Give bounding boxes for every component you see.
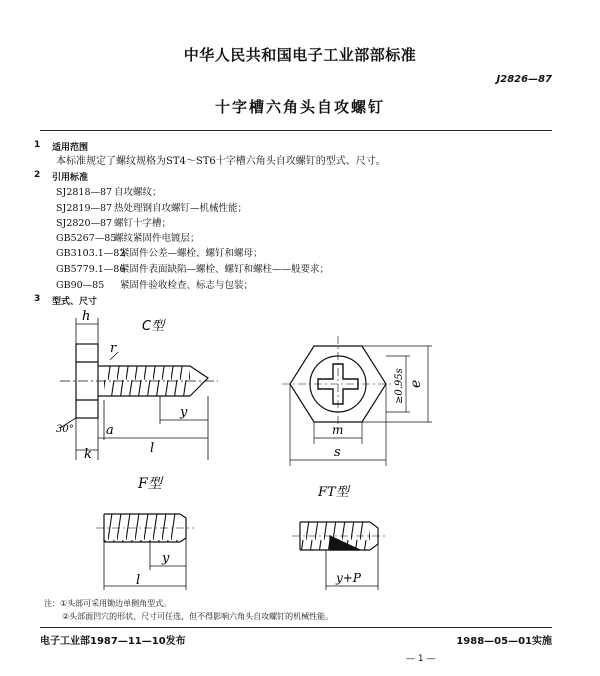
dim-a: a xyxy=(106,423,114,438)
reference-item: SJ2820—87 螺钉十字槽； xyxy=(56,218,172,229)
ft-type-label: FT型 xyxy=(318,485,349,500)
issuing-authority: 中华人民共和国电子工业部部标准 xyxy=(183,46,417,64)
f-type-side-view xyxy=(96,514,194,590)
page-number: — 1 — xyxy=(406,654,436,664)
reference-item: SJ2818—87 自攻螺纹； xyxy=(56,187,162,198)
reference-item: GB5779.1—86紧固件表面缺陷—螺栓、螺钉和螺柱——般要求； xyxy=(56,264,330,275)
dim-r: r xyxy=(110,341,117,356)
reference-item: SJ2819—87 热处理钢自攻螺钉—机械性能； xyxy=(56,203,248,214)
section-2-heading: 引用标准 xyxy=(52,173,89,183)
section-1-number: 1 xyxy=(34,140,41,150)
document-title: 十字槽六角头自攻螺钉 xyxy=(214,98,385,116)
dim-h: h xyxy=(82,309,91,324)
dim-y: y xyxy=(180,405,188,420)
screw-drawings xyxy=(0,300,600,600)
reference-item: GB5267—85螺纹紧固件电镀层； xyxy=(56,233,200,244)
section-1-heading: 适用范围 xyxy=(52,143,89,153)
dim-l: l xyxy=(150,441,155,456)
c-type-end-view xyxy=(282,336,432,466)
reference-item: GB3103.1—82紧固件公差—螺栓、螺钉和螺母； xyxy=(56,248,263,259)
f-type-label: F型 xyxy=(138,476,162,492)
dim-m: m xyxy=(332,423,344,437)
f-dim-l: l xyxy=(136,573,141,588)
section-3-number: 3 xyxy=(34,294,41,304)
dim-across-flats: ≥0.95s xyxy=(394,368,405,404)
section-2-number: 2 xyxy=(34,170,41,180)
dim-k: k xyxy=(84,447,92,462)
issued-date: 电子工业部1987—11—10发布 xyxy=(40,636,186,647)
section-3-heading: 型式、尺寸 xyxy=(52,297,98,307)
dim-e: e xyxy=(408,379,424,388)
dim-angle: 30° xyxy=(56,424,74,435)
section-1-text: 本标准规定了螺纹规格为ST4～ST6十字槽六角头自攻螺钉的型式、尺寸。 xyxy=(56,156,386,167)
c-type-label: C型 xyxy=(142,319,165,334)
standard-code: J2826—87 xyxy=(496,74,552,85)
dim-s: s xyxy=(334,445,341,460)
ft-dim-yp: y+P xyxy=(336,571,361,585)
footer-rule xyxy=(40,627,552,628)
header-rule xyxy=(40,130,552,131)
effective-date: 1988—05—01实施 xyxy=(456,636,552,647)
reference-item: GB90—85 紧固件验收检查、标志与包装； xyxy=(56,280,254,291)
f-dim-y: y xyxy=(162,551,170,566)
note-1: 注：①头部可采用锄边单侧角型式。 xyxy=(44,599,172,608)
c-type-side-view xyxy=(60,318,218,460)
note-2: ②头部面凹穴的形状、尺寸可任选，但不得影响六角头自攻螺钉的机械性能。 xyxy=(62,612,334,621)
